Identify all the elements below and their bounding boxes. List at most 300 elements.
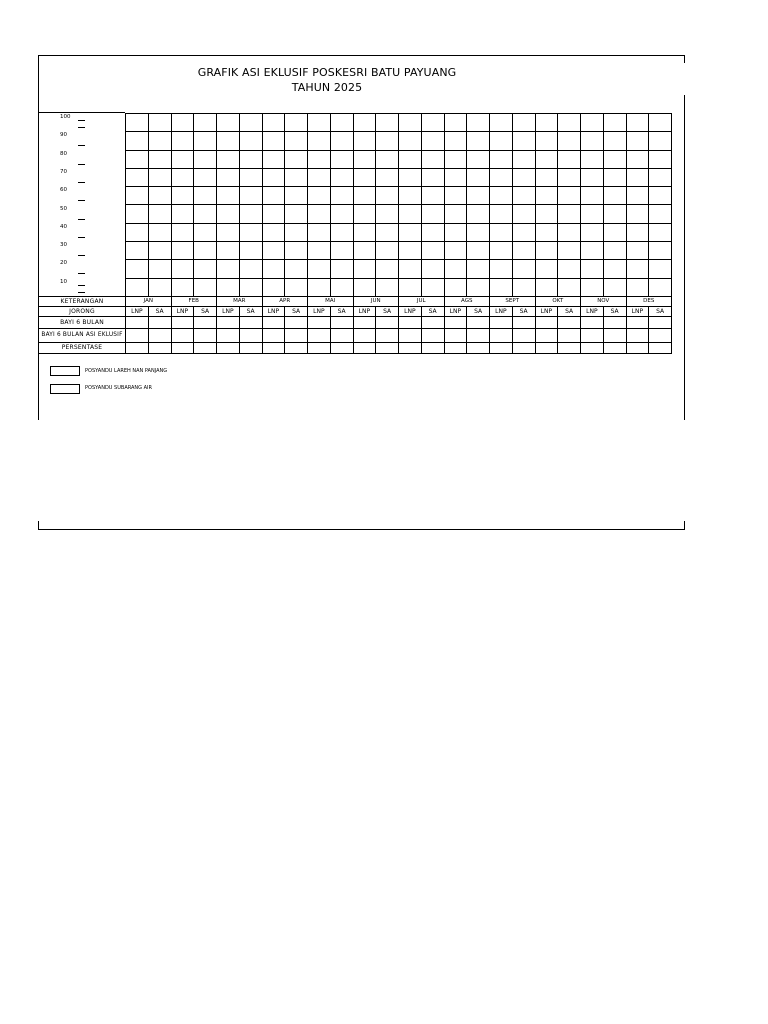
y-tick-label: 90 [60,132,67,139]
chart-grid-cell [399,242,422,260]
chart-grid-cell [194,150,217,168]
chart-grid-cell [558,132,581,150]
chart-grid-cell [148,278,171,296]
data-cell [171,316,194,328]
chart-grid-cell [535,187,558,205]
data-cell [581,316,604,328]
frame-bottom-left-tick [38,521,39,530]
data-cell [171,328,194,342]
chart-grid-cell [649,205,672,223]
chart-grid-cell [603,260,626,278]
y-tick-label: 40 [60,223,67,230]
jorong-header-cell: SA [148,306,171,316]
y-tick-label: 50 [60,205,67,212]
chart-grid-cell [171,205,194,223]
page-subtitle: TAHUN 2025 [291,81,363,94]
chart-grid-cell [285,205,308,223]
jorong-header-cell: SA [603,306,626,316]
data-cell [535,328,558,342]
chart-grid-cell [353,168,376,186]
chart-grid-cell [421,168,444,186]
chart-grid-cell [399,132,422,150]
jorong-header-cell: SA [239,306,262,316]
chart-grid-cell [444,114,467,132]
chart-grid-cell [444,205,467,223]
legend-swatch-sa [50,384,80,394]
chart-grid-cell [467,205,490,223]
chart-grid-cell [421,114,444,132]
frame-right-line [684,95,685,420]
chart-grid-cell [490,114,513,132]
jorong-header-cell: SA [194,306,217,316]
data-cell [649,328,672,342]
chart-grid-cell [512,205,535,223]
jorong-header-cell: LNP [217,306,240,316]
chart-grid-cell [376,205,399,223]
chart-grid-cell [558,260,581,278]
jorong-header-cell: SA [649,306,672,316]
chart-grid-cell [353,223,376,241]
data-row [39,328,672,342]
chart-grid-cell [262,205,285,223]
chart-grid-cell [421,132,444,150]
data-cell [626,342,649,353]
chart-grid-cell [171,114,194,132]
y-tick-label: 70 [60,168,67,175]
chart-grid-cell [262,114,285,132]
data-cell [490,342,513,353]
data-cell [308,316,331,328]
chart-grid-cell [535,242,558,260]
chart-grid-cell [421,205,444,223]
chart-grid-cell [512,132,535,150]
chart-grid-cell [467,260,490,278]
chart-grid-cell [285,150,308,168]
chart-grid-cell [194,278,217,296]
chart-grid-cell [353,132,376,150]
data-cell [239,316,262,328]
y-axis-cell [39,260,126,278]
chart-grid-cell [603,223,626,241]
chart-grid-cell [649,132,672,150]
y-axis-cell [39,168,126,186]
y-axis-cell [39,242,126,260]
chart-grid-cell [126,278,149,296]
chart-grid-cell [467,223,490,241]
data-cell [285,342,308,353]
chart-grid-cell [399,187,422,205]
data-cell [376,328,399,342]
y-tick-label: 30 [60,242,67,249]
chart-grid-cell [626,150,649,168]
chart-grid-cell [490,278,513,296]
data-cell [421,316,444,328]
chart-grid-cell [581,278,604,296]
chart-grid-cell [581,168,604,186]
y-axis-cell [39,132,126,150]
chart-grid-cell [353,242,376,260]
jorong-header-cell: SA [285,306,308,316]
chart-grid-cell [626,205,649,223]
data-cell [308,328,331,342]
chart-grid-cell [353,114,376,132]
chart-grid-cell [512,168,535,186]
chart-grid-cell [649,150,672,168]
month-header-row [39,296,672,306]
chart-grid-cell [353,278,376,296]
chart-grid-cell [217,205,240,223]
data-cell [194,328,217,342]
chart-grid-cell [649,114,672,132]
chart-grid-cell [308,187,331,205]
row-label-jorong: JORONG [39,306,126,316]
chart-grid-cell [217,132,240,150]
chart-grid-cell [490,260,513,278]
data-cell [194,342,217,353]
frame-bottom-right-tick [684,521,685,530]
chart-grid-cell [126,132,149,150]
chart-grid-row [39,187,672,205]
chart-grid-cell [512,223,535,241]
asi-grid-table [38,113,672,354]
chart-grid-cell [148,132,171,150]
jorong-header-cell: LNP [444,306,467,316]
chart-grid-cell [126,150,149,168]
data-cell [512,328,535,342]
chart-grid-cell [581,223,604,241]
chart-grid-cell [421,278,444,296]
chart-grid-cell [262,260,285,278]
chart-grid-cell [239,242,262,260]
chart-grid-cell [421,260,444,278]
data-cell [558,328,581,342]
chart-grid-cell [126,223,149,241]
jorong-header-cell: LNP [126,306,149,316]
chart-grid-cell [148,114,171,132]
chart-grid-cell [285,260,308,278]
chart-grid-cell [126,260,149,278]
chart-grid-cell [444,168,467,186]
legend-swatch-lnp [50,366,80,376]
chart-grid-cell [467,242,490,260]
jorong-header-cell: SA [330,306,353,316]
chart-grid-cell [626,114,649,132]
chart-grid-cell [308,278,331,296]
chart-grid-cell [467,187,490,205]
y-axis-cell [39,187,126,205]
chart-grid-cell [217,114,240,132]
chart-grid-cell [239,260,262,278]
chart-grid-cell [285,114,308,132]
chart-grid-cell [285,132,308,150]
jorong-header-cell: LNP [308,306,331,316]
chart-grid-cell [626,242,649,260]
data-cell [194,316,217,328]
chart-grid-cell [353,150,376,168]
chart-grid-row [39,132,672,150]
chart-grid-cell [217,168,240,186]
chart-grid-cell [262,150,285,168]
data-cell [444,316,467,328]
chart-grid-cell [444,242,467,260]
chart-grid-cell [194,187,217,205]
chart-grid-cell [512,260,535,278]
chart-grid-cell [376,168,399,186]
chart-grid-cell [626,187,649,205]
month-header-cell: JUL [399,296,445,306]
chart-grid-cell [239,150,262,168]
data-cell [217,316,240,328]
chart-grid-row [39,114,672,132]
chart-grid-cell [171,168,194,186]
chart-grid-cell [376,223,399,241]
data-cell [603,342,626,353]
chart-grid-cell [148,150,171,168]
chart-grid-cell [353,205,376,223]
data-cell [330,342,353,353]
month-header-cell: DES [626,296,672,306]
chart-grid-cell [626,168,649,186]
chart-grid-cell [490,223,513,241]
chart-grid-cell [490,187,513,205]
data-cell [649,316,672,328]
data-cell [512,316,535,328]
chart-grid-cell [581,114,604,132]
chart-grid-cell [126,187,149,205]
chart-grid-cell [399,260,422,278]
chart-grid-cell [444,278,467,296]
data-cell [376,342,399,353]
data-cell [148,316,171,328]
chart-grid-cell [285,187,308,205]
data-cell [126,316,149,328]
data-cell [444,342,467,353]
chart-grid-cell [330,132,353,150]
chart-grid-cell [626,223,649,241]
chart-grid-cell [399,168,422,186]
chart-grid-cell [603,114,626,132]
jorong-header-cell: LNP [353,306,376,316]
chart-grid-cell [171,150,194,168]
chart-grid-cell [239,205,262,223]
chart-grid-cell [421,187,444,205]
chart-grid-cell [649,242,672,260]
chart-grid-cell [535,150,558,168]
chart-grid-cell [285,242,308,260]
chart-grid-cell [444,187,467,205]
chart-grid-cell [262,278,285,296]
chart-grid-cell [467,114,490,132]
chart-grid-cell [535,114,558,132]
chart-grid-cell [239,187,262,205]
chart-grid-cell [535,223,558,241]
chart-grid-cell [490,242,513,260]
chart-grid-cell [217,278,240,296]
legend-label-sa: POSYANDU SUBARANG AIR [85,385,152,391]
chart-grid-cell [399,114,422,132]
chart-grid-cell [194,114,217,132]
chart-grid-cell [308,168,331,186]
data-cell [603,328,626,342]
chart-grid-row [39,150,672,168]
jorong-header-cell: LNP [535,306,558,316]
legend-label-lnp: POSYANDU LAREH NAN PANJANG [85,368,168,374]
data-cell [512,342,535,353]
y-axis-cell [39,278,126,296]
y-tick-label: 100 [60,114,71,120]
data-cell [239,328,262,342]
y-axis-cell [39,150,126,168]
chart-grid-cell [421,242,444,260]
data-cell [330,316,353,328]
chart-grid-cell [330,187,353,205]
chart-grid-row [39,242,672,260]
chart-grid-cell [148,223,171,241]
chart-grid-cell [490,205,513,223]
chart-grid-cell [353,187,376,205]
jorong-header-row [39,306,672,316]
data-cell [603,316,626,328]
data-row [39,316,672,328]
chart-grid-cell [330,150,353,168]
chart-grid-cell [535,260,558,278]
chart-grid-cell [558,168,581,186]
y-axis-cell [39,114,126,132]
month-header-cell: FEB [171,296,217,306]
jorong-header-cell: LNP [490,306,513,316]
month-header-cell: JUN [353,296,399,306]
chart-grid-cell [603,132,626,150]
chart-grid-cell [353,260,376,278]
chart-grid-cell [262,168,285,186]
chart-grid-cell [603,278,626,296]
chart-grid-cell [558,150,581,168]
chart-grid-cell [126,114,149,132]
chart-grid-cell [444,132,467,150]
chart-grid-cell [148,260,171,278]
chart-grid-row [39,168,672,186]
jorong-header-cell: SA [558,306,581,316]
data-cell [285,328,308,342]
chart-grid-cell [421,223,444,241]
chart-grid-cell [399,278,422,296]
y-axis-cell [39,205,126,223]
data-cell [376,316,399,328]
chart-grid-cell [308,242,331,260]
data-cell [421,328,444,342]
chart-grid-cell [535,132,558,150]
chart-grid-cell [194,260,217,278]
jorong-header-cell: LNP [171,306,194,316]
data-cell [535,342,558,353]
chart-grid-cell [171,132,194,150]
row-label-bayi-6-bulan-asi: BAYI 6 BULAN ASI EKLUSIF [39,328,126,342]
data-cell [558,316,581,328]
chart-grid-cell [467,278,490,296]
chart-grid-cell [330,205,353,223]
chart-grid-cell [399,223,422,241]
chart-grid-cell [171,223,194,241]
chart-grid-cell [535,278,558,296]
chart-grid-cell [217,223,240,241]
chart-grid-cell [535,205,558,223]
chart-grid-cell [649,187,672,205]
chart-grid-cell [626,132,649,150]
chart-grid-cell [194,205,217,223]
month-header-cell: AGS [444,296,490,306]
chart-grid-cell [330,168,353,186]
data-cell [467,328,490,342]
chart-grid-cell [399,150,422,168]
jorong-header-cell: SA [467,306,490,316]
chart-grid-cell [603,168,626,186]
chart-grid-cell [330,114,353,132]
data-cell [148,342,171,353]
chart-grid-cell [171,187,194,205]
chart-grid-cell [512,187,535,205]
chart-grid-cell [603,187,626,205]
month-header-cell: NOV [581,296,627,306]
frame-right-tick [684,55,685,63]
chart-grid-cell [399,205,422,223]
y-axis-cell [39,223,126,241]
jorong-header-cell: SA [376,306,399,316]
data-cell [353,342,376,353]
chart-grid-cell [603,205,626,223]
month-header-cell: SEPT [490,296,536,306]
jorong-header-cell: LNP [581,306,604,316]
jorong-header-cell: SA [512,306,535,316]
chart-grid-cell [649,223,672,241]
chart-grid-cell [558,278,581,296]
jorong-header-cell: LNP [262,306,285,316]
data-cell [490,328,513,342]
chart-grid-cell [148,168,171,186]
chart-grid-cell [194,223,217,241]
data-cell [399,328,422,342]
chart-grid-cell [512,242,535,260]
chart-grid-cell [126,205,149,223]
chart-grid-cell [581,187,604,205]
data-cell [126,328,149,342]
chart-grid-cell [239,132,262,150]
data-cell [399,316,422,328]
chart-grid-cell [490,168,513,186]
jorong-header-cell: LNP [399,306,422,316]
chart-grid-cell [285,278,308,296]
chart-grid-cell [512,150,535,168]
data-cell [626,316,649,328]
chart-grid-cell [603,150,626,168]
chart-grid-cell [535,168,558,186]
data-cell [581,328,604,342]
y-tick-label: 10 [60,278,67,285]
chart-grid-row [39,223,672,241]
data-cell [626,328,649,342]
chart-grid-cell [376,260,399,278]
chart-grid-cell [262,223,285,241]
month-header-cell: APR [262,296,308,306]
data-cell [467,342,490,353]
row-label-persentase: PERSENTASE [39,342,126,353]
month-header-cell: JAN [126,296,172,306]
data-cell [262,342,285,353]
month-header-cell: MAI [308,296,354,306]
chart-grid-cell [126,242,149,260]
chart-grid-cell [239,168,262,186]
chart-grid-cell [467,168,490,186]
data-cell [535,316,558,328]
